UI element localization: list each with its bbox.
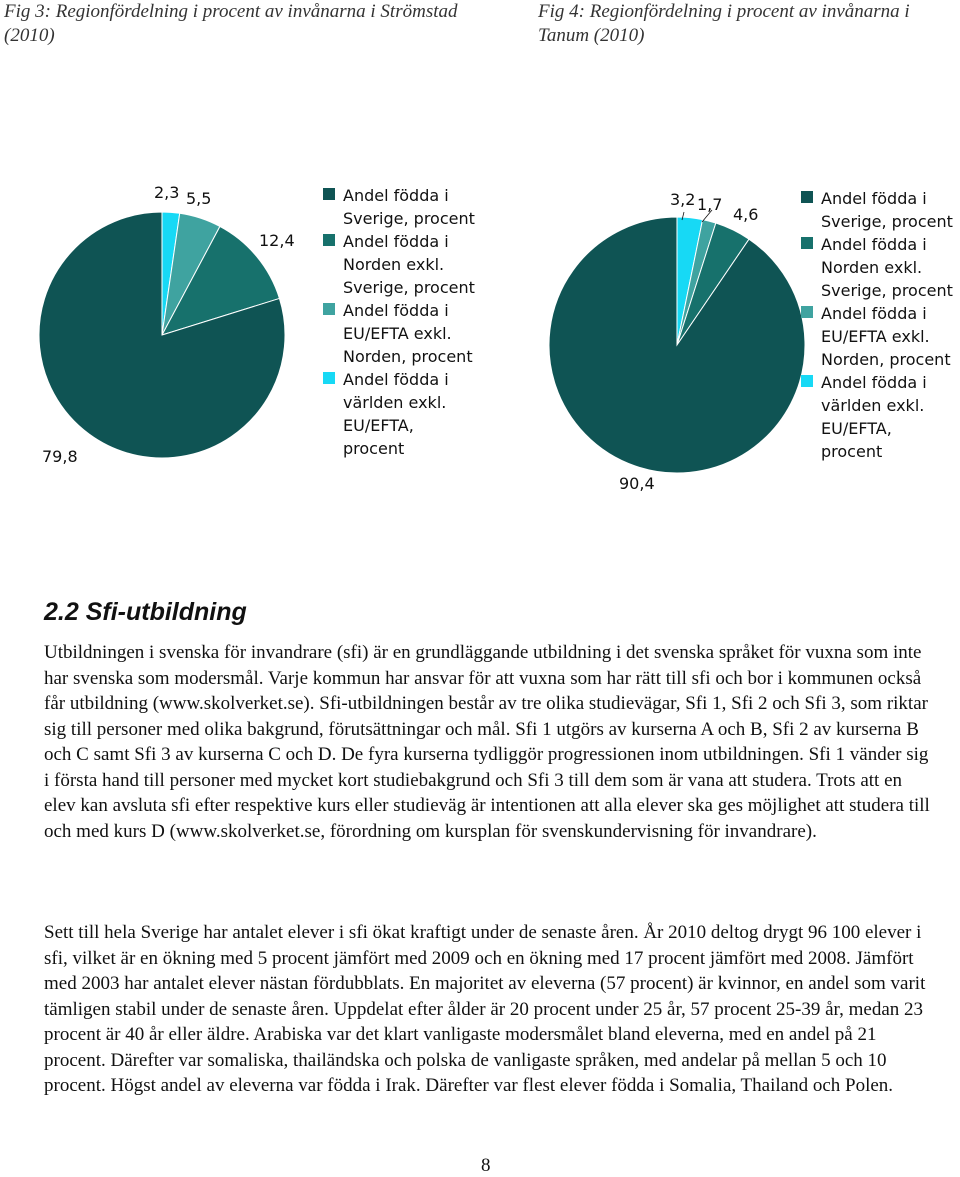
pie-chart-tanum [549,210,805,473]
legend-swatch-varlden [801,375,813,387]
legend-item [323,299,475,368]
legend-label: Andel födda i Norden exkl. Sverige, procent [821,235,953,300]
value-label-stromstad-norden: 12,4 [259,231,295,250]
legend-label: Andel födda i Sverige, procent [821,189,953,231]
legend-label: Andel födda i Norden exkl. Sverige, procent [343,232,475,297]
legend-swatch-varlden [323,372,335,384]
value-label-tanum-sverige: 90,4 [619,474,655,493]
legend-swatch-sverige [323,188,335,200]
fig4-title: Fig 4: Regionfördelning i procent av invånarna i Tanum (2010) [538,1,910,46]
legend-swatch-euefta [801,306,813,318]
legend-item [801,233,953,302]
legend-label: Andel födda i världen exkl. EU/EFTA, procent [343,370,449,458]
value-label-stromstad-euefta: 5,5 [186,189,212,208]
legend-item [801,187,953,233]
legend-swatch-euefta [323,303,335,315]
legend-item [323,230,475,299]
pie-chart-stromstad [39,212,285,458]
legend-stromstad [323,184,475,460]
value-label-tanum-euefta: 1,7 [697,195,723,214]
fig3-title: Fig 3: Regionfördelning i procent av invånarna i Strömstad (2010) [4,1,458,46]
section-heading: 2.2 Sfi-utbildning [44,598,247,626]
pie-slice-tanum-sverige [549,217,805,473]
legend-item [801,371,953,463]
body-paragraph: Utbildningen i svenska för invandrare (sfi) är en grundläggande utbildning i det svenska språket för vuxna som inte har svenska som modersmål. Varje kommun har ansvar för att vuxna som har rätt till sfi och bor i kommunen också får utbildning (www.skolverket.se). Sfi-utbildningen består av tre olika studievägar, Sfi 1, Sfi 2 och Sfi 3, som riktar sig till personer med olika bakgrund, förutsättningar och mål. Sfi 1 utgörs av kurserna A och B, Sfi 2 av kurserna B och C samt Sfi 3 av kurserna C och D. De fyra kurserna tydliggör progressionen inom utbildningen. Sfi 1 vänder sig i första hand till personer med mycket kort studiebakgrund och Sfi 3 till dem som är vana att studera. Trots att en elev kan avsluta sfi efter respektive kurs eller studieväg är intentionen att alla elever ska ges möjlighet att studera till och med kurs D (www.skolverket.se, förordning om kursplan för svenskundervisning för invandrare). [44,642,930,842]
legend-swatch-norden [801,237,813,249]
legend-item [323,184,475,230]
value-label-tanum-norden: 4,6 [733,205,759,224]
body-paragraph: Sett till hela Sverige har antalet elever i sfi ökat kraftigt under de senaste åren. År 2010 deltog drygt 96 100 elever i sfi, vilket är en ökning med 5 procent jämfört med 2009 och en ökning med 17 procent jämfört med 2008. Jämfört med 2003 har antalet elever nästan fördubblats. En majoritet av eleverna (57 procent) är kvinnor, en andel som varit tämligen stabil under de senaste åren. Uppdelat efter ålder är 20 procent under 25 år, 57 procent 25-39 år, medan 23 procent är 40 år eller äldre. Arabiska var det klart vanligaste modersmålet bland eleverna, med en andel på 21 procent. Därefter var somaliska, thailändska och polska de vanligaste språken, med andelar på mellan 5 och 10 procent. Högst andel av eleverna var födda i Irak. Därefter var flest elever födda i Somalia, Thailand och Polen. [44,922,926,1096]
legend-swatch-sverige [801,191,813,203]
legend-label: Andel födda i EU/EFTA exkl. Norden, procent [343,301,473,366]
value-label-tanum-varlden: 3,2 [670,190,696,209]
legend-tanum [801,187,953,463]
legend-label: Andel födda i EU/EFTA exkl. Norden, procent [821,304,951,369]
legend-item [323,368,475,460]
page-number: 8 [481,1155,491,1176]
legend-label: Andel födda i Sverige, procent [343,186,475,228]
value-label-stromstad-varlden: 2,3 [154,183,180,202]
legend-item [801,302,953,371]
legend-label: Andel födda i världen exkl. EU/EFTA, procent [821,373,927,461]
value-label-stromstad-sverige: 79,8 [42,447,78,466]
legend-swatch-norden [323,234,335,246]
